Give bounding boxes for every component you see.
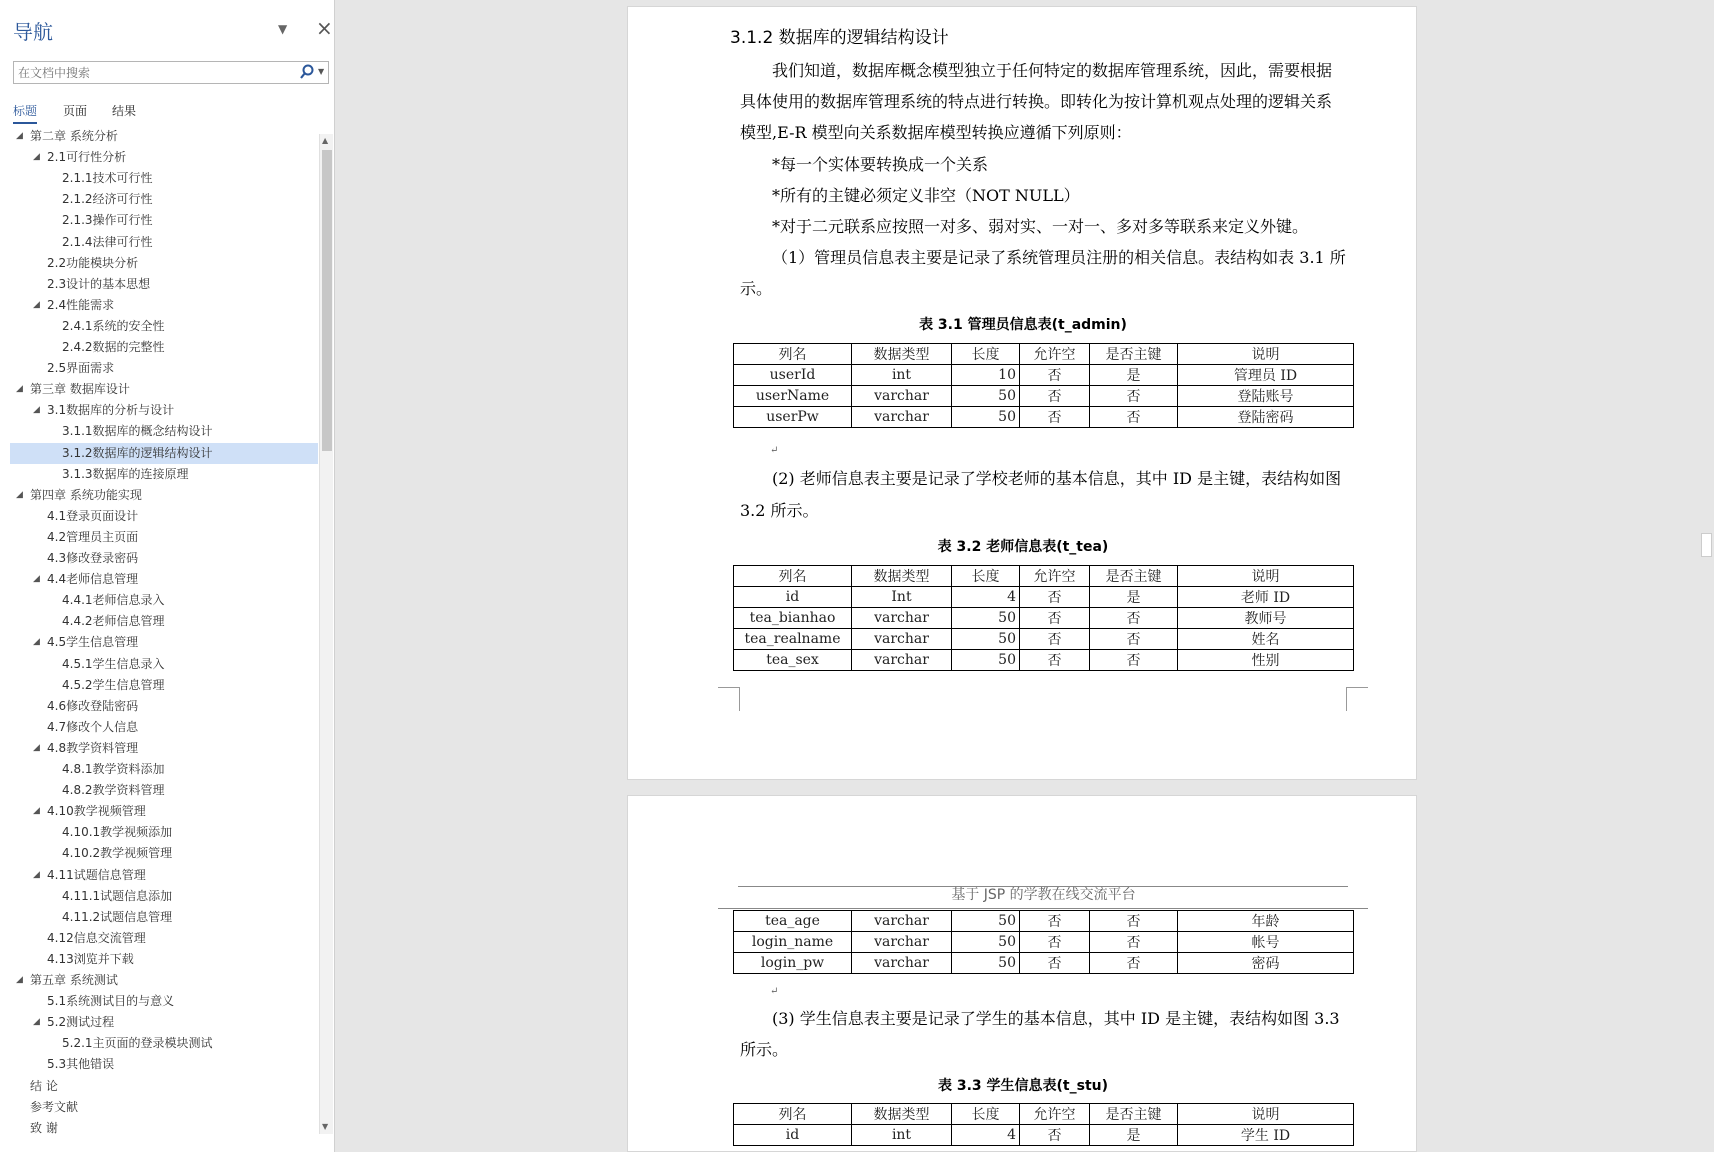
table-cell: id (734, 587, 852, 608)
nav-tree-item-label: 第三章 数据库设计 (30, 382, 130, 397)
document-page[interactable] (627, 795, 1417, 1152)
nav-tree-item-label: 5.2测试过程 (47, 1015, 115, 1030)
nav-tree-item[interactable] (10, 168, 318, 189)
teacher-info-table-continued (733, 910, 1354, 974)
nav-tree-item-label: 4.1登录页面设计 (47, 508, 139, 523)
table-header-cell: 长度 (952, 344, 1020, 365)
nav-tree-item-label: 4.5学生信息管理 (47, 635, 139, 650)
table-cell: 密码 (1178, 953, 1354, 974)
nav-tree-item[interactable] (10, 949, 318, 970)
nav-tree-item-label: 4.3修改登录密码 (47, 551, 139, 565)
table-cell: 否 (1090, 953, 1178, 974)
nav-tree-item[interactable] (10, 1118, 318, 1136)
table-cell: tea_sex (734, 650, 852, 671)
nav-tree-item-label: 4.8.1教学资料添加 (62, 762, 165, 776)
table-header-cell: 列名 (734, 566, 852, 587)
table-cell: 管理员 ID (1178, 365, 1354, 386)
table-header-cell: 是否主键 (1090, 566, 1178, 587)
rule-line: *对于二元联系应按照一对多、弱对实、一对一、多对多等联系来定义外键。 (772, 217, 1309, 236)
body-paragraph-line: （1）管理员信息表主要是记录了系统管理员注册的相关信息。表结构如表 3.1 所 (772, 248, 1346, 267)
collapse-arrow-icon[interactable]: ◢ (33, 405, 40, 416)
nav-tree-item-label: 4.11.1试题信息添加 (62, 888, 173, 903)
table-header-cell: 说明 (1178, 344, 1354, 365)
nav-tree-item[interactable] (10, 379, 318, 400)
nav-tree-item[interactable] (10, 1076, 318, 1097)
nav-tree-item-label: 3.1.3数据库的连接原理 (62, 466, 189, 481)
table-cell: 4 (952, 587, 1020, 608)
table-cell: varchar (852, 386, 952, 407)
table-header-cell: 列名 (734, 344, 852, 365)
nav-tree-item[interactable] (10, 337, 318, 358)
nav-tree-item-label: 2.1.3操作可行性 (62, 213, 153, 228)
nav-tree-item-label: 5.1系统测试目的与意义 (47, 994, 175, 1009)
body-paragraph-line: 示。 (740, 279, 773, 298)
nav-tree-item[interactable] (10, 464, 318, 485)
table-header-cell: 说明 (1178, 566, 1354, 587)
body-paragraph-line: (2) 老师信息表主要是记录了学校老师的基本信息，其中 ID 是主键，表结构如图 (772, 469, 1342, 488)
nav-tree-item-label: 参考文献 (30, 1099, 79, 1114)
nav-tree-item[interactable] (10, 316, 318, 337)
nav-tree-item-label: 2.3设计的基本思想 (47, 276, 151, 291)
nav-tree-item-label: 4.6修改登陆密码 (47, 698, 139, 713)
nav-tree-item-label: 4.5.2学生信息管理 (62, 677, 165, 692)
nav-tree-item[interactable] (10, 548, 318, 569)
table-cell: 登陆账号 (1178, 386, 1354, 407)
rule-line: *每一个实体要转换成一个关系 (772, 155, 989, 174)
table-row (734, 932, 1354, 953)
nav-tree-item-label: 4.4.1老师信息录入 (62, 593, 165, 608)
nav-tree-item[interactable] (10, 928, 318, 949)
nav-tree-item-label: 5.2.1主页面的登录模块测试 (62, 1036, 213, 1051)
table-row (734, 407, 1354, 428)
nav-tree-item[interactable] (10, 843, 318, 864)
rule-line: *所有的主键必须定义非空（NOT NULL） (772, 186, 1080, 205)
nav-tree-item-label: 4.8.2教学资料管理 (62, 783, 165, 798)
nav-close-icon[interactable]: × (316, 16, 333, 40)
nav-tree-item[interactable] (10, 506, 318, 527)
nav-tree-item[interactable] (10, 590, 318, 611)
nav-search-input[interactable] (14, 63, 294, 84)
nav-tree-item-label: 2.1.1技术可行性 (62, 171, 153, 186)
nav-tree-item[interactable] (10, 1097, 318, 1118)
table-header-cell: 允许空 (1020, 344, 1090, 365)
table-cell: varchar (852, 608, 952, 629)
table-cell: 否 (1020, 953, 1090, 974)
nav-scrollbar[interactable] (319, 134, 333, 1134)
table-cell: 老师 ID (1178, 587, 1354, 608)
nav-tree-item[interactable] (10, 822, 318, 843)
table-cell: 50 (952, 407, 1020, 428)
nav-tree-item[interactable] (10, 738, 318, 759)
nav-tree-item-label: 4.10.1教学视频添加 (62, 825, 173, 840)
table-cell: login_name (734, 932, 852, 953)
collapse-arrow-icon[interactable]: ◢ (16, 131, 23, 141)
nav-tree-item[interactable] (10, 991, 318, 1012)
table-cell: 否 (1090, 608, 1178, 629)
nav-tree-item-label: 2.2功能模块分析 (47, 255, 139, 270)
table-header-row (734, 1104, 1354, 1125)
table-cell: int (852, 365, 952, 386)
table-cell: varchar (852, 932, 952, 953)
section-heading: 3.1.2 数据库的逻辑结构设计 (730, 28, 949, 48)
table-caption: 表 3.1 管理员信息表(t_admin) (919, 317, 1127, 333)
nav-tree-item[interactable] (10, 759, 318, 780)
collapse-arrow-icon[interactable]: ◢ (33, 299, 40, 310)
nav-tree-item-label: 4.4.2老师信息管理 (62, 614, 165, 629)
table-cell: varchar (852, 953, 952, 974)
table-header-cell: 允许空 (1020, 1104, 1090, 1125)
table-cell: userId (734, 365, 852, 386)
table-cell: 否 (1090, 932, 1178, 953)
table-header-cell: 数据类型 (852, 344, 952, 365)
nav-tree-item[interactable] (10, 485, 318, 506)
nav-tree-item-label: 2.5界面需求 (47, 361, 115, 376)
table-cell: 姓名 (1178, 629, 1354, 650)
collapse-arrow-icon[interactable]: ◢ (33, 637, 40, 648)
table-cell: varchar (852, 629, 952, 650)
navigation-pane (0, 0, 335, 1152)
nav-tree-item[interactable] (10, 210, 318, 231)
nav-tree-item-label: 4.7修改个人信息 (47, 719, 139, 734)
tab-results[interactable]: 结果 (112, 104, 137, 118)
nav-tree-item[interactable] (10, 696, 318, 717)
header-rule (718, 908, 1368, 909)
nav-tree-item[interactable] (10, 295, 318, 316)
nav-tree-item[interactable] (10, 274, 318, 295)
table-cell: 否 (1020, 629, 1090, 650)
nav-tree-item[interactable] (10, 253, 318, 274)
nav-tree-item-label: 致 谢 (30, 1120, 58, 1135)
nav-tree-item-label: 第四章 系统功能实现 (30, 487, 142, 502)
nav-tree-item[interactable] (10, 654, 318, 675)
nav-tree-item[interactable] (10, 400, 318, 421)
nav-scrollbar-thumb[interactable] (322, 150, 332, 451)
collapse-arrow-icon[interactable]: ◢ (16, 384, 23, 395)
nav-tree-item[interactable] (10, 801, 318, 822)
document-page[interactable] (627, 6, 1417, 780)
scroll-down-icon[interactable]: ▼ (322, 1122, 329, 1131)
table-cell: tea_realname (734, 629, 852, 650)
nav-tree-item-label: 4.11.2试题信息管理 (62, 909, 173, 924)
heading-tree (10, 126, 318, 1136)
table-cell: 50 (952, 608, 1020, 629)
table-cell: 50 (952, 650, 1020, 671)
admin-info-table (733, 343, 1354, 428)
table-cell: 否 (1020, 365, 1090, 386)
table-cell: 教师号 (1178, 608, 1354, 629)
table-cell: 是 (1090, 365, 1178, 386)
nav-search-box[interactable] (13, 61, 329, 84)
table-cell: 否 (1020, 932, 1090, 953)
table-cell: 性别 (1178, 650, 1354, 671)
nav-tree-item-label: 4.12信息交流管理 (47, 930, 146, 945)
nav-tree-item[interactable] (10, 421, 318, 442)
table-row (734, 386, 1354, 407)
table-cell: 否 (1020, 386, 1090, 407)
table-cell: 否 (1090, 650, 1178, 671)
table-cell: 学生 ID (1178, 1125, 1354, 1146)
table-header-cell: 是否主键 (1090, 1104, 1178, 1125)
nav-tree-item-label: 2.1.2经济可行性 (62, 192, 153, 207)
table-cell: 50 (952, 932, 1020, 953)
table-cell: 是 (1090, 1125, 1178, 1146)
collapse-arrow-icon[interactable]: ◢ (33, 1017, 40, 1028)
collapse-arrow-icon[interactable]: ◢ (33, 152, 40, 163)
collapse-arrow-icon[interactable]: ◢ (16, 489, 23, 500)
nav-tree-item[interactable] (10, 527, 318, 548)
collapse-arrow-icon[interactable]: ◢ (16, 975, 23, 985)
table-row (734, 629, 1354, 650)
table-header-cell: 允许空 (1020, 566, 1090, 587)
nav-tree-item-label: 第二章 系统分析 (30, 129, 118, 143)
table-cell: 否 (1020, 608, 1090, 629)
nav-tree-item[interactable] (10, 970, 318, 991)
table-row (734, 1125, 1354, 1146)
collapse-arrow-icon[interactable]: ◢ (33, 869, 40, 880)
table-cell: 50 (952, 629, 1020, 650)
table-cell: 否 (1090, 386, 1178, 407)
nav-tree-item-label: 5.3其他错误 (47, 1057, 115, 1072)
nav-tree-item-label: 4.8教学资料管理 (47, 740, 139, 755)
table-cell: int (852, 1125, 952, 1146)
document-area (336, 0, 1714, 1152)
table-cell: 4 (952, 1125, 1020, 1146)
table-header-cell: 数据类型 (852, 1104, 952, 1125)
body-paragraph-line: (3) 学生信息表主要是记录了学生的基本信息，其中 ID 是主键，表结构如图 3.3 (772, 1009, 1340, 1028)
table-row (734, 911, 1354, 932)
nav-tree-item[interactable] (10, 611, 318, 632)
nav-tree-item-label: 4.5.1学生信息录入 (62, 656, 165, 671)
nav-tree-item-label: 2.1.4法律可行性 (62, 234, 153, 249)
table-header-cell: 是否主键 (1090, 344, 1178, 365)
table-cell: login_pw (734, 953, 852, 974)
table-cell: 50 (952, 911, 1020, 932)
nav-tree-item-label: 2.1可行性分析 (47, 150, 127, 165)
nav-tree-item[interactable] (10, 126, 318, 147)
nav-tree-item[interactable] (10, 675, 318, 696)
table-row (734, 608, 1354, 629)
nav-tree-item[interactable] (10, 189, 318, 210)
nav-pane-title: 导航 (13, 20, 53, 44)
body-paragraph-line: 模型,E-R 模型向关系数据库模型转换应遵循下列原则： (740, 123, 1132, 142)
nav-tree-item[interactable] (10, 907, 318, 928)
table-cell: 10 (952, 365, 1020, 386)
body-paragraph-line: 我们知道，数据库概念模型独立于任何特定的数据库管理系统，因此，需要根据 (772, 61, 1333, 80)
crop-mark (718, 687, 740, 711)
table-cell: tea_bianhao (734, 608, 852, 629)
table-cell: 否 (1020, 650, 1090, 671)
table-cell: userPw (734, 407, 852, 428)
table-row (734, 587, 1354, 608)
tab-pages[interactable]: 页面 (63, 104, 88, 118)
table-cell: 50 (952, 953, 1020, 974)
nav-tree-item[interactable] (10, 1054, 318, 1075)
table-header-row (734, 344, 1354, 365)
document-scrollbar-thumb[interactable] (1701, 533, 1712, 557)
nav-tree-item-label: 4.4老师信息管理 (47, 572, 139, 587)
student-info-table (733, 1103, 1354, 1146)
body-paragraph-line: 所示。 (740, 1040, 789, 1059)
table-header-cell: 列名 (734, 1104, 852, 1125)
nav-tree-item-label: 2.4性能需求 (47, 297, 115, 312)
table-cell: 否 (1020, 1125, 1090, 1146)
table-cell: Int (852, 587, 952, 608)
document-scrollbar[interactable] (1699, 0, 1714, 1152)
nav-tree-item-label: 3.1.1数据库的概念结构设计 (62, 424, 213, 439)
nav-tree-item[interactable] (10, 886, 318, 907)
table-cell: 年龄 (1178, 911, 1354, 932)
collapse-arrow-icon[interactable]: ◢ (33, 806, 40, 817)
nav-tree-item-label: 4.10.2教学视频管理 (62, 846, 173, 861)
table-row (734, 650, 1354, 671)
nav-tree-item-label: 4.11试题信息管理 (47, 867, 146, 882)
nav-tree-item-label: 4.13浏览并下载 (47, 951, 134, 966)
nav-tree-item-label: 3.1.2数据库的逻辑结构设计 (62, 445, 213, 460)
nav-tree-item[interactable] (10, 717, 318, 738)
nav-tree-item-label: 2.4.2数据的完整性 (62, 340, 165, 354)
table-row (734, 365, 1354, 386)
body-paragraph-line: 3.2 所示。 (740, 501, 819, 520)
table-cell: 否 (1090, 911, 1178, 932)
table-header-row (734, 566, 1354, 587)
nav-tree-item-label: 2.4.1系统的安全性 (62, 318, 165, 333)
table-header-cell: 说明 (1178, 1104, 1354, 1125)
table-header-cell: 数据类型 (852, 566, 952, 587)
nav-tree-item[interactable] (10, 780, 318, 801)
nav-tree-item[interactable] (10, 1033, 318, 1054)
table-cell: 帐号 (1178, 932, 1354, 953)
table-caption: 表 3.2 老师信息表(t_tea) (937, 539, 1109, 555)
tab-headings[interactable]: 标题 (13, 102, 37, 124)
nav-tree-item[interactable] (10, 632, 318, 653)
nav-tree-item[interactable] (10, 569, 318, 590)
table-cell: userName (734, 386, 852, 407)
teacher-info-table (733, 565, 1354, 671)
crop-mark (1346, 687, 1368, 711)
table-caption: 表 3.3 学生信息表(t_stu) (937, 1078, 1109, 1094)
nav-tree-item[interactable] (10, 147, 318, 168)
nav-tree-item-label: 结 论 (30, 1078, 58, 1093)
nav-tree-item[interactable] (10, 443, 318, 464)
table-cell: tea_age (734, 911, 852, 932)
table-cell: 是 (1090, 587, 1178, 608)
paragraph-mark: ↵ (770, 445, 779, 456)
collapse-arrow-icon[interactable]: ◢ (33, 574, 40, 585)
table-row (734, 953, 1354, 974)
paragraph-mark: ↵ (770, 986, 779, 997)
table-header-cell: 长度 (952, 1104, 1020, 1125)
table-cell: 登陆密码 (1178, 407, 1354, 428)
nav-tree-item[interactable] (10, 865, 318, 886)
table-cell: varchar (852, 650, 952, 671)
table-cell: 否 (1090, 629, 1178, 650)
nav-tree-item-label: 4.10教学视频管理 (47, 804, 146, 819)
page-header-text: 基于 JSP 的学教在线交流平台 (951, 887, 1136, 903)
nav-tree-item[interactable] (10, 1012, 318, 1033)
table-cell: varchar (852, 911, 952, 932)
scroll-up-icon[interactable]: ▲ (322, 136, 329, 145)
table-cell: 50 (952, 386, 1020, 407)
search-options-chevron-down-icon[interactable]: ▼ (318, 67, 325, 76)
nav-tree-item-label: 4.2管理员主页面 (47, 529, 139, 544)
table-header-cell: 长度 (952, 566, 1020, 587)
nav-tree-item-label: 第五章 系统测试 (30, 973, 118, 987)
table-cell: 否 (1020, 911, 1090, 932)
table-cell: id (734, 1125, 852, 1146)
table-cell: 否 (1090, 407, 1178, 428)
table-cell: 否 (1020, 587, 1090, 608)
table-cell: 否 (1020, 407, 1090, 428)
collapse-arrow-icon[interactable]: ◢ (33, 742, 40, 753)
nav-tree-item[interactable] (10, 358, 318, 379)
nav-tree-item-label: 3.1数据库的分析与设计 (47, 403, 175, 418)
nav-options-dropdown-icon[interactable]: ▼ (278, 22, 288, 36)
nav-tree-item[interactable] (10, 232, 318, 253)
body-paragraph-line: 具体使用的数据库管理系统的特点进行转换。即转化为按计算机观点处理的逻辑关系 (740, 92, 1333, 111)
search-icon[interactable] (298, 63, 316, 81)
table-cell: varchar (852, 407, 952, 428)
